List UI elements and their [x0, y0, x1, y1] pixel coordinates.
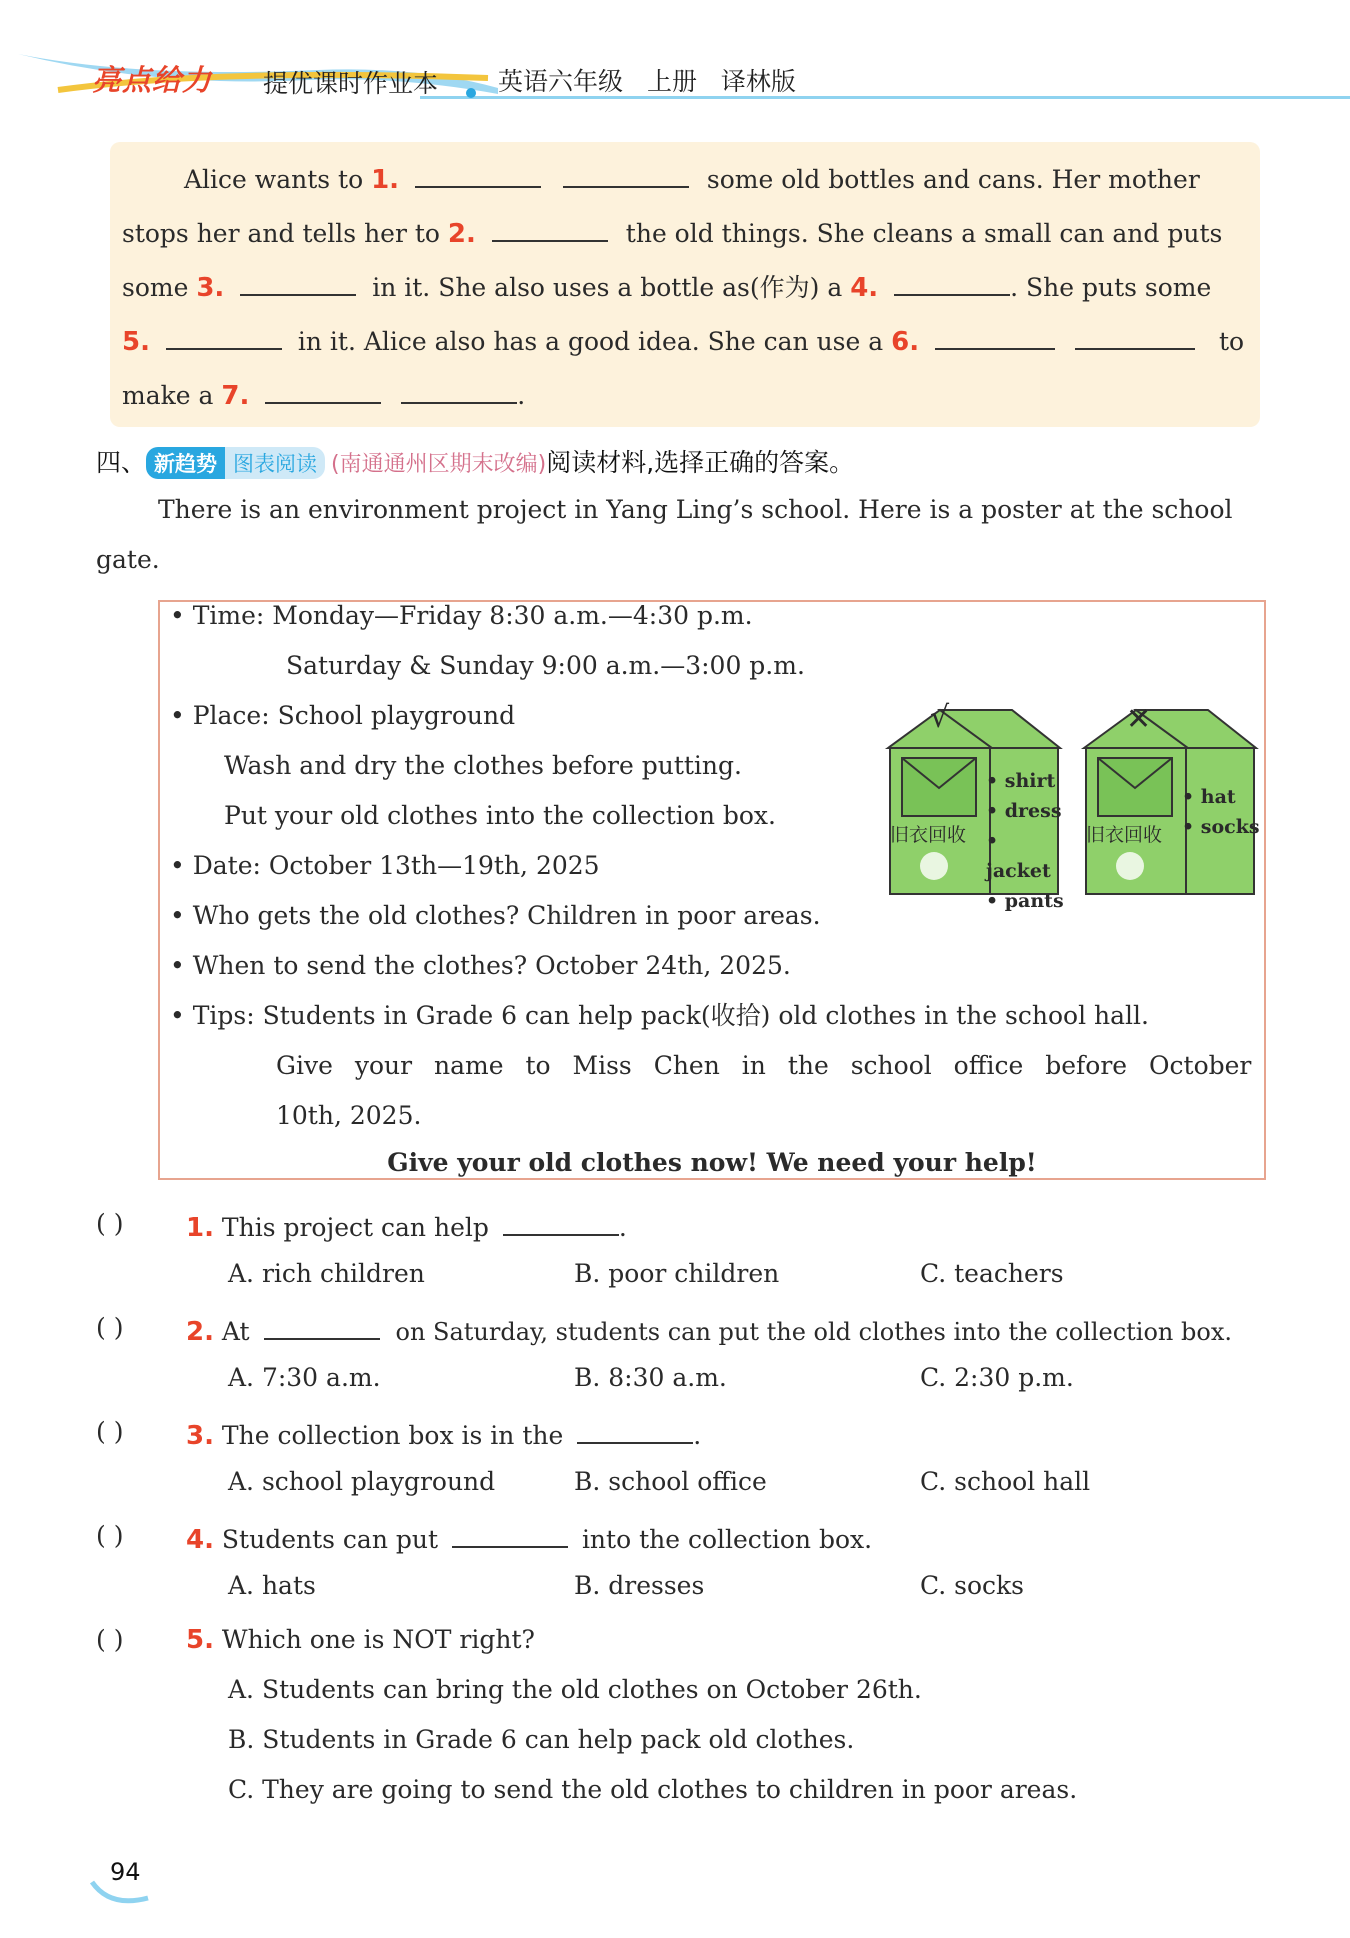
poster-date: • Date: October 13th—19th, 2025 — [170, 851, 600, 880]
passage-line-4: 5. in it. Alice also has a good idea. She can use a 6. to — [122, 322, 1252, 358]
option-a[interactable]: A. Students can bring the old clothes on October 26th. — [228, 1675, 922, 1704]
passage-line-2: stops her and tells her to 2. the old things. She cleans a small can and puts — [122, 214, 1252, 250]
answer-bracket[interactable]: ( ) — [96, 1625, 124, 1654]
answer-bracket[interactable]: ( ) — [96, 1313, 124, 1342]
blank-number: 2. — [447, 219, 476, 249]
option-b[interactable]: B. Students in Grade 6 can help pack old clothes. — [228, 1725, 855, 1754]
question-stem: 2. At on Saturday, students can put the old clothes into the collection box. — [186, 1312, 1232, 1348]
intro-line-2: gate. — [96, 545, 160, 574]
intro-line-1: There is an environment project in Yang Ling’s school. Here is a poster at the school — [158, 495, 1233, 524]
question-stem: 5. Which one is NOT right? — [186, 1625, 535, 1655]
option-b[interactable]: B. 8:30 a.m. — [574, 1363, 727, 1392]
poster-place: • Place: School playground — [170, 701, 516, 730]
poster-time-weekend: Saturday & Sunday 9:00 a.m.—3:00 p.m. — [286, 651, 805, 680]
blank[interactable] — [452, 1520, 568, 1548]
option-c[interactable]: C. socks — [920, 1571, 1024, 1600]
item-dress: • dress — [986, 800, 1062, 822]
option-a[interactable]: A. 7:30 a.m. — [228, 1363, 381, 1392]
question-stem: 4. Students can put into the collection box. — [186, 1520, 872, 1556]
question-number: 1. — [186, 1213, 214, 1243]
poster-tips: • Tips: Students in Grade 6 can help pack(收拾) old clothes in the school hall. — [170, 1001, 1149, 1030]
header-dot — [466, 88, 476, 98]
poster-who: • Who gets the old clothes? Children in poor areas. — [170, 901, 821, 930]
box-label: 旧衣回收 — [890, 824, 967, 846]
blank[interactable] — [166, 322, 282, 350]
item-pants: • pants — [986, 890, 1064, 912]
poster-slogan: Give your old clothes now! We need your help! — [387, 1148, 1037, 1177]
option-a[interactable]: A. hats — [228, 1571, 316, 1600]
item-socks: • socks — [1182, 816, 1260, 838]
answer-bracket[interactable]: ( ) — [96, 1209, 124, 1238]
blank[interactable] — [894, 268, 1010, 296]
page-number: 94 — [110, 1858, 141, 1886]
question-stem: 3. The collection box is in the . — [186, 1416, 701, 1452]
blank[interactable] — [492, 214, 608, 242]
blank-number: 7. — [221, 381, 250, 411]
book-grade: 英语六年级 上册 译林版 — [498, 67, 796, 96]
answer-bracket[interactable]: ( ) — [96, 1521, 124, 1550]
answer-bracket[interactable]: ( ) — [96, 1417, 124, 1446]
question-number: 5. — [186, 1625, 214, 1655]
option-c[interactable]: C. They are going to send the old clothes to children in poor areas. — [228, 1775, 1078, 1804]
blank[interactable] — [401, 376, 517, 404]
section-four-heading — [96, 443, 854, 479]
question-number: 4. — [186, 1525, 214, 1555]
blank[interactable] — [577, 1416, 693, 1444]
blank-number: 5. — [122, 327, 150, 357]
blank[interactable] — [563, 160, 689, 188]
collection-box-rejected — [1080, 702, 1260, 896]
accepted-items — [986, 766, 1064, 916]
option-c[interactable]: C. school hall — [920, 1467, 1091, 1496]
poster-time: • Time: Monday—Friday 8:30 a.m.—4:30 p.m. — [170, 601, 753, 630]
book-subtitle: 提优课时作业本 — [263, 69, 439, 98]
rejected-items — [1182, 782, 1260, 842]
option-c[interactable]: C. teachers — [920, 1259, 1064, 1288]
blank-number: 3. — [196, 273, 225, 303]
blank-number: 1. — [371, 165, 400, 195]
poster-put: Put your old clothes into the collection box. — [224, 801, 776, 830]
option-c[interactable]: C. 2:30 p.m. — [920, 1363, 1074, 1392]
blank[interactable] — [240, 268, 356, 296]
instruction: 阅读材料,选择正确的答案。 — [546, 448, 855, 477]
option-b[interactable]: B. poor children — [574, 1259, 780, 1288]
question-number: 3. — [186, 1421, 214, 1451]
type-tag: 图表阅读 — [225, 447, 325, 479]
item-shirt: • shirt — [986, 770, 1056, 792]
collection-box-accepted — [884, 700, 1064, 912]
source-note: (南通通州区期末改编) — [331, 452, 547, 477]
poster-when: • When to send the clothes? October 24th, 2025. — [170, 951, 791, 980]
passage-line-3: some 3. in it. She also uses a bottle as(作为) a 4. . She puts some — [122, 268, 1252, 304]
blank[interactable] — [1075, 322, 1195, 350]
item-hat: • hat — [1182, 786, 1236, 808]
trend-tag: 新趋势 — [146, 447, 225, 479]
cross-icon: ✕ — [1126, 702, 1152, 737]
blank[interactable] — [264, 1312, 380, 1340]
option-a[interactable]: A. school playground — [228, 1467, 496, 1496]
passage-line-1: Alice wants to 1. some old bottles and cans. Her mother — [122, 160, 1252, 196]
poster-wash: Wash and dry the clothes before putting. — [224, 751, 742, 780]
section-number: 四、 — [96, 448, 147, 477]
blank-number: 6. — [891, 327, 920, 357]
blank[interactable] — [415, 160, 541, 188]
passage-line-5: make a 7. . — [122, 376, 1252, 412]
blank-number: 4. — [850, 273, 879, 303]
box-label: 旧衣回收 — [1086, 824, 1163, 846]
item-jacket: • jacket — [986, 830, 1051, 882]
question-stem: 1. This project can help . — [186, 1208, 627, 1244]
blank[interactable] — [503, 1208, 619, 1236]
blank[interactable] — [935, 322, 1055, 350]
checkmark-icon: √ — [930, 700, 950, 735]
option-a[interactable]: A. rich children — [228, 1259, 425, 1288]
poster-tips-2: Give your name to Miss Chen in the school office before October — [276, 1051, 1252, 1080]
brand-logo: 亮点给力 — [92, 63, 213, 97]
option-b[interactable]: B. school office — [574, 1467, 767, 1496]
blank[interactable] — [265, 376, 381, 404]
poster-tips-3: 10th, 2025. — [276, 1101, 422, 1130]
option-b[interactable]: B. dresses — [574, 1571, 705, 1600]
question-number: 2. — [186, 1317, 214, 1347]
page-number-swoosh — [90, 1878, 150, 1908]
